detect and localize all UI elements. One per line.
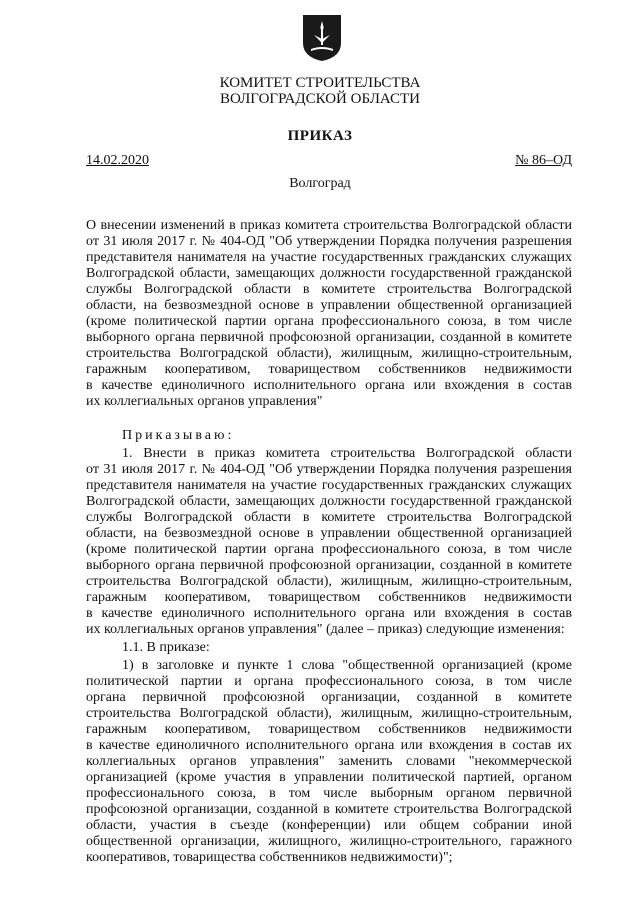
document-city: Волгоград (289, 176, 351, 191)
coat-of-arms-icon (301, 13, 343, 63)
item-1-line: Волгоградской области, замещающих должности государственной гражданской (86, 494, 572, 509)
subitem-1-line: профсоюзной организации, созданной в комитете строительства Волгоградской (86, 802, 572, 817)
document-number: № 86–ОД (515, 153, 572, 168)
item-1-line: от 31 июля 2017 г. № 404-ОД "Об утверждении Порядка получения разрешения (86, 462, 572, 477)
document-date: 14.02.2020 (86, 153, 149, 168)
subitem-1-line: профессионального союза, в том числе выборным органом первичной (86, 786, 572, 801)
subitem-1-line: кооперативов, товарищества собственников недвижимости)"; (86, 850, 453, 865)
item-1-line: выборного органа первичной профсоюзной организации, созданной в комитете (86, 558, 572, 573)
item-1-line: представителя нанимателя на участие государственных гражданских служащих (86, 478, 572, 493)
subject-line: в качестве единоличного исполнительного органа или вхождения в состав (86, 378, 572, 393)
document-type-title: ПРИКАЗ (287, 128, 353, 144)
item-1-line: их коллегиальных органов управления" (далее – приказ) следующие изменения: (86, 622, 565, 637)
subitem-1-line: общественной организации, жилищного, жилищно-строительного, гаражного (86, 834, 572, 849)
subitem-1-line: области, участия в съезде (конференции) или общем собрании иной (86, 818, 572, 833)
subject-line: области, на безвозмездной основе в управлении общественной организацией (86, 298, 572, 313)
item-1-line: строительства Волгоградской области), жилищным, жилищно-строительным, (86, 574, 572, 589)
item-1-line: в качестве единоличного исполнительного органа или вхождения в состав (86, 606, 572, 621)
subitem-1-line: политической партии и органа профессионального союза, в том числе (86, 674, 572, 689)
subitem-1-line: гаражным кооперативом, товариществом собственников недвижимости (86, 722, 572, 737)
item-1-line: гаражным кооперативом, товариществом собственников недвижимости (86, 590, 572, 605)
subitem-1-line: органа первичной профсоюзной организации, созданной в комитете (86, 690, 572, 705)
organization-name-line2: ВОЛГОГРАДСКОЙ ОБЛАСТИ (220, 91, 420, 107)
item-1-line: (кроме политической партии органа профессионального союза, в том числе (86, 542, 572, 557)
organization-name-line1: КОМИТЕТ СТРОИТЕЛЬСТВА (219, 75, 421, 91)
subitem-1-line: организацией (кроме участия в управлении политической партией, органом (86, 770, 572, 785)
subject-line: Волгоградской области, замещающих должности государственной гражданской (86, 266, 572, 281)
order-directive: Приказываю: (122, 428, 235, 443)
subitem-1-line: строительства Волгоградской области), жилищным, жилищно-строительным, (86, 706, 572, 721)
item-1-line: области, на безвозмездной основе в управлении общественной организацией (86, 526, 572, 541)
item-1-line: 1. Внести в приказ комитета строительства Волгоградской области (122, 446, 572, 461)
subject-line: от 31 июля 2017 г. № 404-ОД "Об утверждении Порядка получения разрешения (86, 234, 572, 249)
subject-line: строительства Волгоградской области), жилищным, жилищно-строительным, (86, 346, 572, 361)
subject-line: гаражным кооперативом, товариществом собственников недвижимости (86, 362, 572, 377)
subject-line: представителя нанимателя на участие государственных гражданских служащих (86, 250, 572, 265)
subject-line: О внесении изменений в приказ комитета строительства Волгоградской области (86, 218, 572, 233)
subitem-1-line: 1) в заголовке и пункте 1 слова "общественной организацией (кроме (122, 658, 572, 673)
subject-line: их коллегиальных органов управления" (86, 394, 323, 409)
item-1-1-heading: 1.1. В приказе: (122, 640, 210, 655)
subject-line: (кроме политической партии органа профессионального союза, в том числе (86, 314, 572, 329)
subitem-1-line: в качестве единоличного исполнительного органа или вхождения в состав их (86, 738, 572, 753)
item-1-line: службы Волгоградской области в комитете строительства Волгоградской (86, 510, 572, 525)
subject-line: службы Волгоградской области в комитете строительства Волгоградской (86, 282, 572, 297)
subject-line: выборного органа первичной профсоюзной организации, созданной в комитете (86, 330, 572, 345)
subitem-1-line: коллегиальных органов управления" заменить словами "некоммерческой (86, 754, 572, 769)
